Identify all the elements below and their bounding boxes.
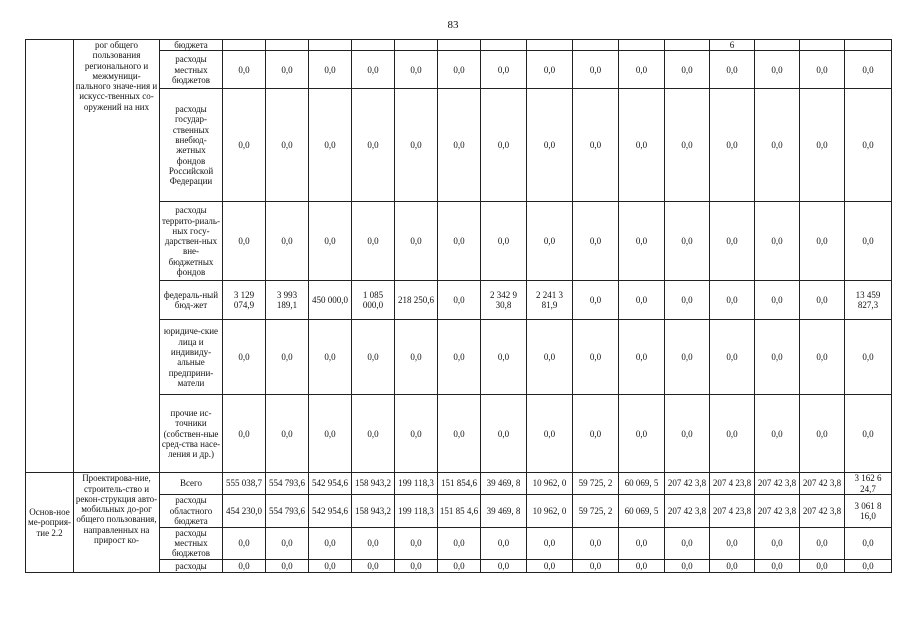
value-cell: 542 954,6	[309, 473, 352, 495]
value-cell: 0,0	[395, 559, 438, 572]
value-cell: 0,0	[481, 527, 527, 559]
value-cell: 0,0	[309, 89, 352, 202]
value-cell: 0,0	[266, 202, 309, 281]
value-cell: 0,0	[223, 320, 266, 395]
value-cell: 542 954,6	[309, 494, 352, 527]
value-cell: 207 42 3,8	[665, 473, 710, 495]
value-cell: 450 000,0	[309, 281, 352, 320]
value-cell: 0,0	[438, 51, 481, 89]
value-cell: 0,0	[845, 51, 892, 89]
value-cell: 0,0	[755, 89, 800, 202]
value-cell: 0,0	[527, 89, 573, 202]
funding-source-cell: федераль-ный бюд-жет	[160, 281, 223, 320]
value-cell: 0,0	[266, 395, 309, 473]
value-cell: 0,0	[266, 89, 309, 202]
funding-source-cell: расходы	[160, 559, 223, 572]
value-cell: 0,0	[527, 51, 573, 89]
value-cell: 0,0	[800, 281, 845, 320]
value-cell: 0,0	[845, 527, 892, 559]
value-cell: 39 469, 8	[481, 494, 527, 527]
value-cell: 0,0	[845, 395, 892, 473]
value-cell: 0,0	[438, 202, 481, 281]
value-cell: 0,0	[309, 51, 352, 89]
value-cell: 0,0	[800, 527, 845, 559]
value-cell	[352, 40, 395, 51]
value-cell: 0,0	[619, 202, 665, 281]
value-cell: 0,0	[665, 559, 710, 572]
activity-cell: Основ-ное ме-роприя-тие 2.2	[26, 473, 74, 572]
value-cell: 0,0	[800, 202, 845, 281]
value-cell: 59 725, 2	[573, 473, 619, 495]
value-cell: 158 943,2	[352, 473, 395, 495]
value-cell: 0,0	[800, 51, 845, 89]
value-cell	[266, 40, 309, 51]
value-cell: 10 962, 0	[527, 494, 573, 527]
value-cell: 2 342 9 30,8	[481, 281, 527, 320]
value-cell: 0,0	[665, 395, 710, 473]
value-cell: 0,0	[481, 559, 527, 572]
object-name-cell: рог общего пользования регионального и межмуници-пального значе-ния и искусс-твенных со-оружений на них	[74, 40, 160, 473]
value-cell: 0,0	[481, 51, 527, 89]
value-cell	[438, 40, 481, 51]
value-cell: 0,0	[266, 527, 309, 559]
value-cell: 0,0	[309, 559, 352, 572]
value-cell: 0,0	[352, 202, 395, 281]
value-cell: 207 4 23,8	[710, 473, 755, 495]
value-cell: 0,0	[665, 320, 710, 395]
value-cell: 0,0	[619, 320, 665, 395]
value-cell: 0,0	[573, 527, 619, 559]
value-cell: 0,0	[665, 89, 710, 202]
value-cell: 199 118,3	[395, 473, 438, 495]
value-cell: 0,0	[710, 202, 755, 281]
value-cell	[481, 40, 527, 51]
value-cell: 0,0	[438, 395, 481, 473]
value-cell: 0,0	[395, 320, 438, 395]
value-cell: 199 118,3	[395, 494, 438, 527]
value-cell: 207 4 23,8	[710, 494, 755, 527]
value-cell: 151 85 4,6	[438, 494, 481, 527]
funding-source-cell: расходы государ-ственных внебюд-жетных фондов Российской Федерации	[160, 89, 223, 202]
value-cell: 554 793,6	[266, 494, 309, 527]
value-cell: 0,0	[481, 89, 527, 202]
financing-table	[25, 39, 892, 573]
value-cell: 0,0	[527, 395, 573, 473]
value-cell: 0,0	[755, 320, 800, 395]
value-cell: 0,0	[266, 559, 309, 572]
value-cell: 3 061 8 16,0	[845, 494, 892, 527]
value-cell: 0,0	[527, 202, 573, 281]
value-cell: 3 162 6 24,7	[845, 473, 892, 495]
value-cell: 39 469, 8	[481, 473, 527, 495]
value-cell: 0,0	[619, 395, 665, 473]
funding-source-cell: юридиче-ские лица и индивиду-альные предприни-матели	[160, 320, 223, 395]
value-cell: 10 962, 0	[527, 473, 573, 495]
funding-source-cell: расходы местных бюджетов	[160, 51, 223, 89]
value-cell: 0,0	[710, 527, 755, 559]
funding-source-cell: расходы местных бюджетов	[160, 527, 223, 559]
funding-source-cell: Всего	[160, 473, 223, 495]
value-cell: 0,0	[481, 202, 527, 281]
value-cell: 207 42 3,8	[800, 473, 845, 495]
value-cell: 0,0	[755, 527, 800, 559]
value-cell: 454 230,0	[223, 494, 266, 527]
value-cell: 0,0	[665, 281, 710, 320]
value-cell	[309, 40, 352, 51]
value-cell: 0,0	[395, 89, 438, 202]
value-cell: 0,0	[710, 89, 755, 202]
value-cell: 0,0	[573, 89, 619, 202]
value-cell: 218 250,6	[395, 281, 438, 320]
value-cell: 0,0	[223, 559, 266, 572]
value-cell: 0,0	[309, 202, 352, 281]
value-cell: 207 42 3,8	[755, 473, 800, 495]
table-row	[26, 40, 892, 51]
value-cell: 555 038,7	[223, 473, 266, 495]
value-cell: 0,0	[223, 51, 266, 89]
value-cell: 0,0	[438, 89, 481, 202]
value-cell	[573, 40, 619, 51]
value-cell: 207 42 3,8	[665, 494, 710, 527]
funding-source-cell: расходы террито-риаль-ных госу-дарствен-ных вне-бюджетных фондов	[160, 202, 223, 281]
page-number: 83	[447, 19, 459, 31]
value-cell: 0,0	[755, 51, 800, 89]
value-cell: 0,0	[845, 320, 892, 395]
table-row	[26, 473, 892, 495]
value-cell: 0,0	[223, 395, 266, 473]
value-cell: 0,0	[438, 281, 481, 320]
value-cell: 0,0	[800, 559, 845, 572]
value-cell: 0,0	[845, 202, 892, 281]
funding-source-cell: бюджета	[160, 40, 223, 51]
value-cell: 207 42 3,8	[755, 494, 800, 527]
value-cell: 0,0	[309, 395, 352, 473]
value-cell: 59 725, 2	[573, 494, 619, 527]
value-cell: 0,0	[619, 51, 665, 89]
value-cell	[665, 40, 710, 51]
value-cell: 0,0	[352, 89, 395, 202]
value-cell: 0,0	[665, 202, 710, 281]
value-cell: 0,0	[352, 559, 395, 572]
value-cell: 0,0	[481, 395, 527, 473]
value-cell: 3 993 189,1	[266, 281, 309, 320]
value-cell: 0,0	[710, 281, 755, 320]
value-cell: 0,0	[573, 51, 619, 89]
value-cell: 0,0	[573, 202, 619, 281]
value-cell: 60 069, 5	[619, 473, 665, 495]
value-cell: 6	[710, 40, 755, 51]
value-cell: 0,0	[352, 527, 395, 559]
value-cell: 0,0	[352, 395, 395, 473]
value-cell: 0,0	[755, 559, 800, 572]
value-cell	[845, 40, 892, 51]
value-cell: 0,0	[665, 51, 710, 89]
value-cell: 0,0	[755, 281, 800, 320]
value-cell: 0,0	[395, 527, 438, 559]
value-cell: 0,0	[619, 527, 665, 559]
value-cell: 0,0	[266, 51, 309, 89]
value-cell: 0,0	[527, 527, 573, 559]
value-cell: 0,0	[710, 559, 755, 572]
value-cell: 0,0	[352, 51, 395, 89]
value-cell: 0,0	[223, 89, 266, 202]
value-cell: 0,0	[710, 51, 755, 89]
value-cell: 158 943,2	[352, 494, 395, 527]
value-cell: 0,0	[573, 559, 619, 572]
value-cell: 0,0	[266, 320, 309, 395]
value-cell: 0,0	[395, 202, 438, 281]
value-cell: 0,0	[395, 395, 438, 473]
value-cell: 0,0	[665, 527, 710, 559]
value-cell: 0,0	[800, 320, 845, 395]
value-cell: 2 241 3 81,9	[527, 281, 573, 320]
value-cell	[619, 40, 665, 51]
value-cell: 0,0	[800, 395, 845, 473]
value-cell: 0,0	[309, 527, 352, 559]
object-name-cell: Проектирова-ние, строитель-ство и рекон-струкция авто-мобильных до-рог общего пользования, направленных на прирост ко-	[74, 473, 160, 572]
value-cell	[755, 40, 800, 51]
value-cell: 60 069, 5	[619, 494, 665, 527]
value-cell: 0,0	[619, 559, 665, 572]
value-cell: 207 42 3,8	[800, 494, 845, 527]
value-cell: 0,0	[710, 395, 755, 473]
value-cell: 0,0	[800, 89, 845, 202]
value-cell: 0,0	[438, 320, 481, 395]
value-cell: 0,0	[573, 320, 619, 395]
value-cell	[527, 40, 573, 51]
funding-source-cell: расходы областного бюджета	[160, 494, 223, 527]
value-cell: 0,0	[573, 395, 619, 473]
value-cell: 0,0	[481, 320, 527, 395]
value-cell: 0,0	[845, 559, 892, 572]
value-cell	[395, 40, 438, 51]
funding-source-cell: прочие ис-точники (собствен-ные сред-ства насе-ления и др.)	[160, 395, 223, 473]
value-cell: 0,0	[755, 395, 800, 473]
value-cell: 1 085 000,0	[352, 281, 395, 320]
value-cell	[223, 40, 266, 51]
value-cell: 0,0	[223, 202, 266, 281]
value-cell: 0,0	[438, 527, 481, 559]
value-cell: 0,0	[395, 51, 438, 89]
value-cell: 151 854,6	[438, 473, 481, 495]
value-cell: 0,0	[223, 527, 266, 559]
value-cell: 0,0	[845, 89, 892, 202]
value-cell: 0,0	[352, 320, 395, 395]
value-cell: 0,0	[710, 320, 755, 395]
value-cell: 554 793,6	[266, 473, 309, 495]
value-cell: 0,0	[309, 320, 352, 395]
value-cell: 0,0	[527, 559, 573, 572]
value-cell: 3 129 074,9	[223, 281, 266, 320]
value-cell: 0,0	[573, 281, 619, 320]
value-cell: 0,0	[619, 89, 665, 202]
value-cell: 0,0	[619, 281, 665, 320]
value-cell: 13 459 827,3	[845, 281, 892, 320]
activity-cell	[26, 40, 74, 473]
value-cell	[800, 40, 845, 51]
value-cell: 0,0	[755, 202, 800, 281]
value-cell: 0,0	[527, 320, 573, 395]
value-cell: 0,0	[438, 559, 481, 572]
